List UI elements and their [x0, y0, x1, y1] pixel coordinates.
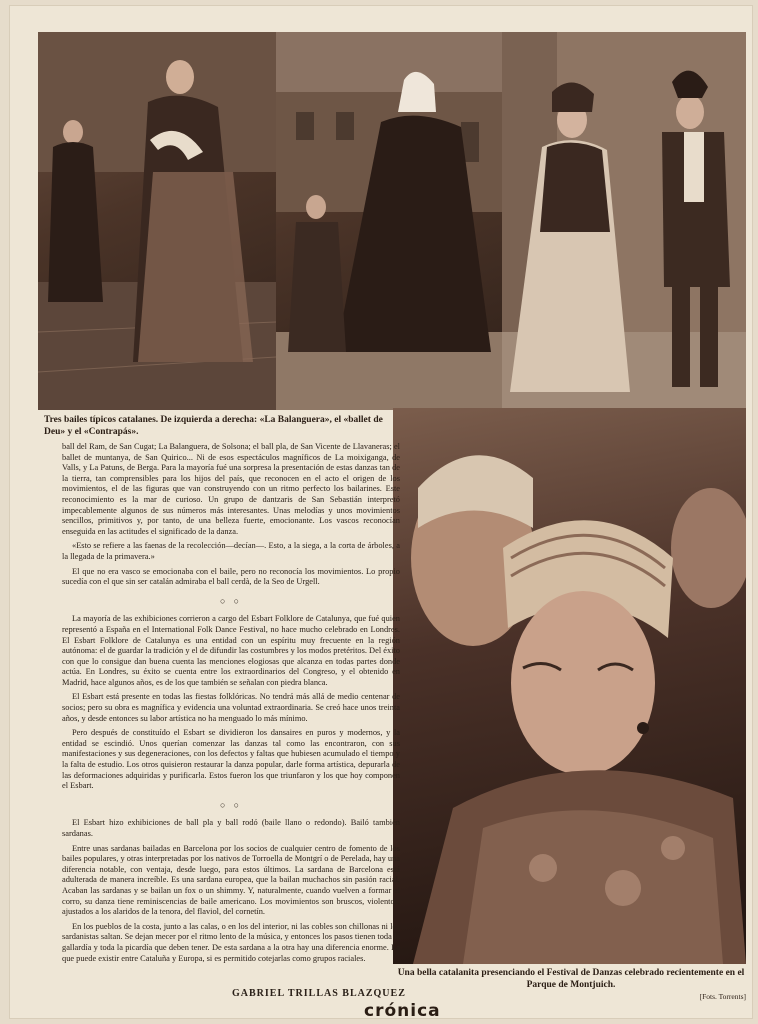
photo-catalan-girl-portrait — [393, 408, 746, 964]
top-photos-caption: Tres bailes típicos catalanes. De izquierda a derecha: «La Balanguera», el «ballet de Deu» y el «Contrapás». — [44, 415, 383, 437]
photo-credit: [Fots. Torrents] — [699, 992, 746, 1001]
paragraph: Entre unas sardanas bailadas en Barcelona por los socios de cualquier centro de fomento de los bailes populares, y otras interpretadas por los nativos de Torroella de Montgrí o de Perelada, hay una diferencia notable, con ventaja, desde luego, para estos últimos. La sardana de Barcelona está adulterada de manera increíble. Es una sardana europea, que la bailan muchachos sin pasión racial. Acaban las sardanas y se bailan un fox o un shimmy. Y, naturalmente, cuando vuelven a formar el corro, su danza tiene reminiscencias de baile americano. Los movimientos son bruscos, violentos, ajustados a los alaridos de la tenora, del flaviol, del cornetín. — [62, 843, 400, 917]
article-column — [62, 442, 400, 968]
magazine-page — [10, 6, 752, 1021]
paragraph: El Esbart hizo exhibiciones de ball pla y ball rodó (baile llano o redondo). Bailó también sardanas. — [62, 818, 400, 838]
photo-contrapas — [502, 32, 746, 410]
section-separator: ○ ○ — [219, 595, 243, 606]
author-byline: GABRIEL TRILLAS BLAZQUEZ — [232, 988, 406, 999]
paragraph: ball del Ram, de San Cugat; La Balanguera, de Solsona; el ball pla, de San Vicente de Llavaneras; el ballet de muntanya, de San Quirico... Ni de esos espectáculos magníficos de La moixiganga, de Valls, y La Patuns, de Berga. Para la mayoría fué una sorpresa la presentación de estas danzas tan de la tierra, tan comprensibles para los hijos del país, que reconocen en el acto el origen de los movimientos, el de las figuras que van construyendo con un ritmo perfecto los bailarines. Este reconocimiento es la mar de curioso. Un grupo de dantzaris de San Sebastián interpretó impecablemente algunos de sus números más interesantes. Unas melodías y unos movimientos sencillos, primitivos y, por tanto, de una belleza fuerte, emocionante. Los vascos reconocían enseguida en las actitudes el significado de la danza. — [62, 442, 400, 536]
paragraph: En los pueblos de la costa, junto a las calas, o en los del interior, ni las cobles son chillonas ni los sardanistas saltan. Se dejan mecer por el ritmo lento de la música, y entonces los pasos tienen toda la gallardía y toda la picardía que deben tener. De esta sardana a la otra hay una diferencia enorme. La que puede existir entre Cataluña y Europa, si es permitido cotejarlas como grupos raciales. — [62, 921, 400, 963]
section-separator: ○ ○ — [219, 799, 243, 810]
article-block-2 — [62, 614, 400, 792]
paragraph: El que no era vasco se emocionaba con el baile, pero no reconocía los movimientos. Lo propio sucedía con el que sin ser catalán admiraba el ball cerdà, de la Seo de Urgell. — [62, 566, 400, 587]
portrait-caption — [396, 967, 746, 1003]
paragraph: El Esbart está presente en todas las fiestas folklóricas. No tendrá más allá de medio centenar de socios; pero su obra es magnífica y evidencia una voluntad extraordinaria. Se creó hace unos treinta años, y desde entonces su labor artística no ha menguado lo más mínimo. — [62, 692, 400, 723]
article-block-1 — [62, 442, 400, 588]
photo-la-balanguera — [38, 32, 276, 410]
magazine-logo: crónica — [364, 1001, 441, 1021]
photo-ballet-de-deu — [276, 32, 502, 410]
portrait-caption-text: Una bella catalanita presenciando el Festival de Danzas celebrado recientemente en el Parque de Montjuich. — [397, 968, 745, 990]
paragraph: «Esto se refiere a las faenas de la recolección—decían—. Esto, a la siega, a la corta de árboles, a la llegada de la primavera.» — [62, 541, 400, 561]
paragraph: Pero después de constituído el Esbart se dividieron los dansaires en puros y modernos, y la entidad se escindió. Unos querían comenzar las danzas tal como las encontraron, con sus manifestaciones y sus degeneraciones, con los defectos y faltas que hubiesen acumulado el tiempo y la falta de estudio. Los otros quisieron restaurar la danza popular, darle forma artística, depurarla de las deformaciones adquiridas y purificarla. Estos fueron los que triunfaron y los que hoy componen el Esbart. — [62, 728, 400, 791]
paragraph: La mayoría de las exhibiciones corrieron a cargo del Esbart Folklore de Catalunya, que fué quien representó a España en el International Folk Dance Festival, no hace mucho celebrado en Londres. El Esbart Folklore de Catalunya es una entidad con un espíritu muy frecuente en la región autónoma: el de guardar la tradición y el de difundir las costumbres y los modos pretéritos. Del éxito con que lo consigue dan buena cuenta las menciones elogiosas que alcanza en todas partes donde actúa. En Londres, su éxito se cuenta entre los extraordinarios del Congreso, y el obtenido en Madrid, hace algunos años, es de los que también se señalan con piedra blanca. — [62, 614, 400, 687]
article-block-3 — [62, 818, 400, 964]
